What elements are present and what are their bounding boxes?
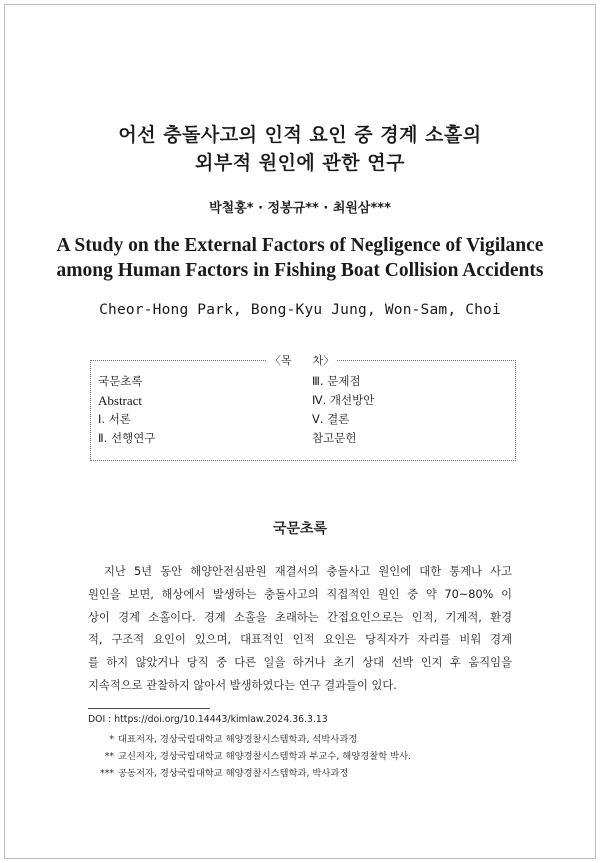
toc-item-abstract[interactable]: Abstract: [98, 393, 143, 408]
footnote-first-author: [88, 731, 357, 745]
abstract-line-2: 원인을 보면, 해상에서 발생하는 충돌사고의 직접적인 원인 중 약 70~80% 이: [88, 588, 512, 601]
table-of-contents: [90, 354, 516, 461]
paper-title-english-line-1: A Study on the External Factors of Negligence of Vigilance: [56, 235, 544, 256]
paper-title-korean-line-2: 외부적 원인에 관한 연구: [195, 152, 405, 174]
toc-item-conclusion[interactable]: Ⅴ. 결론: [312, 412, 350, 426]
footnote-text: 대표저자, 경상국립대학교 해양경찰시스템학과, 석박사과정: [118, 734, 358, 745]
footnote-corresponding-author: [88, 748, 411, 762]
abstract-line-6: 지속적으로 관찰하지 않아서 발생하였다는 연구 결과들이 있다.: [88, 679, 397, 692]
abstract-line-1: 지난 5년 동안 해양안전심판원 재결서의 충돌사고 원인에 대한 통계나 사고: [104, 565, 512, 578]
footnote-text: 공동저자, 경상국립대학교 해양경찰시스템학과, 박사과정: [118, 768, 349, 779]
doi-link[interactable]: DOI : https://doi.org/10.14443/kimlaw.2024.36.3.13: [88, 714, 328, 725]
authors-english: Cheor-Hong Park, Bong-Kyu Jung, Won-Sam, Choi: [99, 302, 501, 318]
toc-left-column: [98, 372, 155, 448]
toc-heading: 〈목 차〉: [267, 352, 337, 368]
footnote-mark: ***: [100, 768, 114, 779]
toc-item-previous-research[interactable]: Ⅱ. 선행연구: [98, 431, 156, 445]
paper-title-korean-line-1: 어선 충돌사고의 인적 요인 중 경계 소홀의: [118, 124, 482, 146]
toc-item-improvement-plan[interactable]: Ⅳ. 개선방안: [312, 393, 375, 407]
toc-item-references[interactable]: 참고문헌: [312, 431, 357, 445]
toc-item-problems[interactable]: Ⅲ. 문제점: [312, 374, 361, 388]
toc-right-column: [312, 372, 374, 448]
abstract-line-5: 를 하지 않았거나 당직 중 다른 일을 하거나 초기 상대 선박 인지 후 움직임을: [88, 656, 512, 669]
footnote-co-author: [88, 765, 348, 779]
footnote-mark: **: [104, 751, 114, 762]
toc-item-korean-abstract[interactable]: 국문초록: [98, 374, 143, 388]
footnote-mark: *: [109, 734, 114, 745]
abstract-heading: 국문초록: [272, 521, 328, 537]
paper-title-english-line-2: among Human Factors in Fishing Boat Collision Accidents: [56, 260, 544, 281]
footnote-divider: [88, 708, 210, 709]
abstract-line-3: 상이 경계 소홀이다. 경계 소홀을 초래하는 간접요인으로는 인적, 기계적, 환경: [88, 611, 512, 624]
footnote-text: 교신저자, 경상국립대학교 해양경찰시스템학과 부교수, 해양경찰학 박사.: [118, 751, 412, 762]
toc-item-introduction[interactable]: Ⅰ. 서론: [98, 412, 131, 426]
abstract-line-4: 적, 구조적 요인이 있으며, 대표적인 인적 요인은 당직자가 자리를 비워 경계: [88, 633, 512, 646]
authors-korean: 박철홍* · 정봉규** · 최원삼***: [209, 201, 391, 216]
